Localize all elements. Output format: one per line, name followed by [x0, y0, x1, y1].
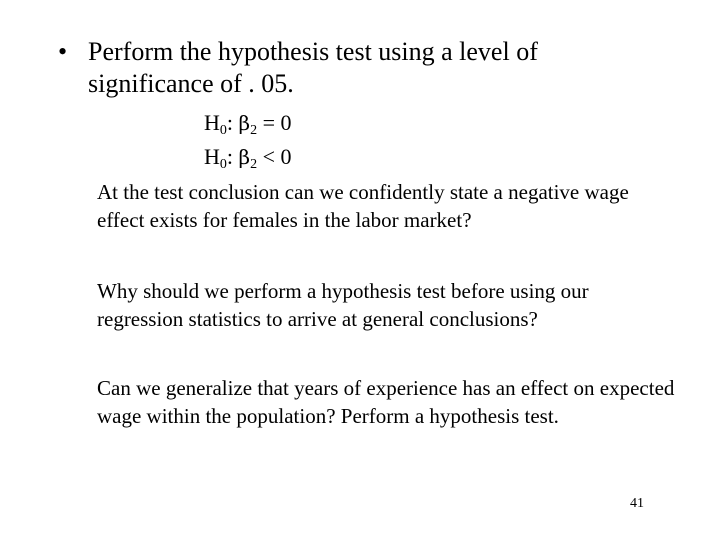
null-h-subscript: 0: [219, 123, 227, 138]
alt-relation: < 0: [257, 144, 292, 169]
alt-h-subscript: 0: [219, 157, 227, 172]
alt-beta-symbol: β: [238, 145, 251, 169]
null-beta-subscript: 2: [250, 123, 258, 138]
alt-beta-subscript: 2: [250, 157, 258, 172]
null-relation: = 0: [257, 110, 292, 135]
null-hypothesis: [204, 110, 292, 136]
null-beta-symbol: β: [238, 111, 251, 135]
null-colon: :: [226, 110, 239, 135]
bullet-marker: •: [58, 37, 68, 66]
question-experience-effect: Can we generalize that years of experience has an effect on expected wage within the population? Perform a hypothesis test.: [97, 376, 675, 428]
alternative-hypothesis: [204, 144, 292, 170]
bullet-text: Perform the hypothesis test using a level of significance of . 05.: [88, 37, 538, 98]
question-negative-wage-effect: At the test conclusion can we confidently state a negative wage effect exists for females in the labor market?: [97, 180, 629, 232]
page-number: 41: [630, 496, 644, 511]
question-why-hypothesis-test: Why should we perform a hypothesis test before using our regression statistics to arrive at general conclusions?: [97, 279, 589, 331]
alt-colon: :: [226, 144, 239, 169]
null-h: H: [204, 110, 220, 135]
alt-h: H: [204, 144, 220, 169]
